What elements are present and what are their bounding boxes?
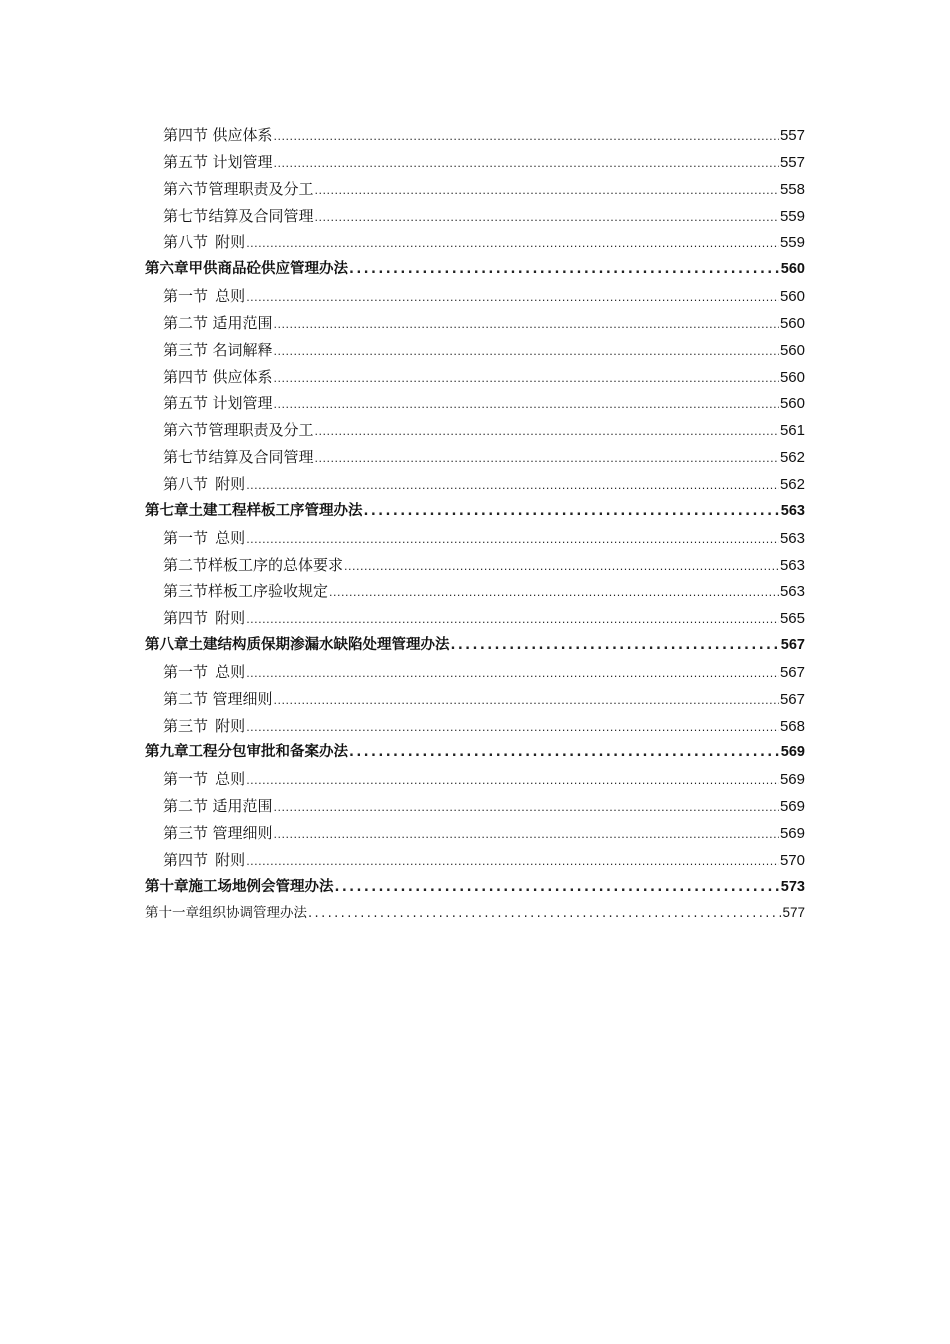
toc-dot-leader <box>364 499 780 526</box>
toc-dot-leader <box>329 580 779 607</box>
toc-entry-page-number: 562 <box>779 449 805 467</box>
toc-section-entry[interactable] <box>145 337 805 364</box>
toc-entry-number: 第十章 <box>145 878 189 895</box>
toc-dot-leader <box>274 795 779 822</box>
toc-entry-page-number: 568 <box>779 717 805 735</box>
toc-section-entry[interactable] <box>145 713 805 740</box>
toc-entry-page-number: 560 <box>779 314 805 332</box>
toc-entry-page-number: 559 <box>779 234 805 252</box>
toc-entry-number: 第一节 <box>163 770 209 789</box>
toc-entry-number: 第三节 <box>163 582 209 601</box>
toc-dot-leader <box>274 339 779 366</box>
toc-entry-page-number: 563 <box>779 583 805 601</box>
toc-entry-page-number: 573 <box>780 878 805 895</box>
toc-entry-title: 管理职责及分工 <box>208 179 314 198</box>
toc-entry-page-number: 558 <box>779 180 805 198</box>
toc-dot-leader <box>246 231 779 258</box>
toc-entry-title: 名词解释 <box>212 340 273 359</box>
toc-entry-page-number: 562 <box>779 475 805 493</box>
toc-entry-page-number: 557 <box>779 127 805 144</box>
toc-entry-title: 适用范围 <box>212 797 273 816</box>
toc-dot-leader <box>344 554 779 581</box>
toc-section-entry[interactable] <box>145 310 805 337</box>
toc-section-entry[interactable] <box>145 390 805 417</box>
toc-entry-title: 附则 <box>215 233 246 252</box>
toc-entry-title: 总则 <box>215 287 246 306</box>
toc-entry-title: 附则 <box>215 474 246 493</box>
toc-entry-title: 土建工程样板工序管理办法 <box>188 502 363 519</box>
toc-dot-leader <box>274 822 779 849</box>
toc-dot-leader <box>274 688 779 715</box>
toc-dot-leader <box>274 124 779 151</box>
toc-entry-page-number: 563 <box>779 556 805 574</box>
toc-section-entry[interactable] <box>145 203 805 230</box>
toc-entry-page-number: 569 <box>779 771 805 789</box>
toc-dot-leader <box>274 312 779 339</box>
toc-entry-page-number: 565 <box>779 610 805 628</box>
toc-entry-number: 第九章 <box>145 744 189 761</box>
toc-dot-leader <box>274 151 779 178</box>
toc-entry-title: 结算及合同管理 <box>208 448 314 467</box>
toc-entry-page-number: 561 <box>779 422 805 440</box>
toc-entry-page-number: 569 <box>779 798 805 816</box>
toc-entry-number: 第三节 <box>163 340 209 359</box>
toc-entry-title: 样板工序的总体要求 <box>208 555 344 574</box>
toc-entry-page-number: 560 <box>779 368 805 386</box>
toc-dot-leader <box>314 419 778 446</box>
toc-entry-page-number: 570 <box>779 851 805 869</box>
toc-entry-title: 甲供商品砼供应管理办法 <box>188 261 348 278</box>
toc-entry-page-number: 567 <box>779 690 805 708</box>
toc-section-entry[interactable] <box>145 444 805 471</box>
toc-section-entry[interactable] <box>145 229 805 256</box>
toc-entry-number: 第一节 <box>163 287 209 306</box>
toc-entry-page-number: 563 <box>779 529 805 547</box>
toc-chapter-entry[interactable] <box>145 874 805 901</box>
toc-section-entry[interactable] <box>145 552 805 579</box>
toc-section-entry[interactable] <box>145 176 805 203</box>
toc-dot-leader <box>349 740 780 767</box>
toc-dot-leader <box>308 901 781 928</box>
toc-dot-leader <box>246 768 779 795</box>
toc-entry-number: 第七章 <box>145 502 189 519</box>
toc-dot-leader <box>314 178 778 205</box>
toc-entry-page-number: 563 <box>780 502 805 519</box>
toc-entry-number: 第三节 <box>163 823 209 842</box>
toc-chapter-entry[interactable] <box>145 498 805 525</box>
toc-entry-title: 总则 <box>215 770 246 789</box>
toc-entry-title: 适用范围 <box>212 313 273 332</box>
toc-entry-number: 第二节 <box>163 797 209 816</box>
toc-section-entry[interactable] <box>145 820 805 847</box>
toc-entry-title: 附则 <box>215 716 246 735</box>
toc-entry-number: 第一节 <box>163 662 209 681</box>
toc-section-entry[interactable] <box>145 686 805 713</box>
toc-entry-page-number: 577 <box>782 905 805 921</box>
toc-entry-number: 第六节 <box>163 421 209 440</box>
toc-entry-number: 第二节 <box>163 555 209 574</box>
toc-entry-title: 总则 <box>215 528 246 547</box>
toc-section-entry[interactable] <box>145 471 805 498</box>
toc-entry-title: 附则 <box>215 850 246 869</box>
toc-entry-number: 第四节 <box>163 367 209 386</box>
toc-dot-leader <box>349 257 780 284</box>
toc-entry-title: 样板工序验收规定 <box>208 582 329 601</box>
toc-dot-leader <box>314 205 778 232</box>
toc-entry-number: 第十一章 <box>145 905 199 922</box>
toc-section-entry[interactable] <box>145 847 805 874</box>
toc-section-entry[interactable] <box>145 578 805 605</box>
toc-dot-leader <box>451 633 780 660</box>
toc-section-entry[interactable] <box>145 793 805 820</box>
table-of-contents <box>145 122 805 927</box>
toc-entry-number: 第三节 <box>163 716 209 735</box>
toc-dot-leader <box>246 473 779 500</box>
toc-chapter-entry[interactable] <box>145 632 805 659</box>
toc-dot-leader <box>246 285 779 312</box>
toc-entry-page-number: 569 <box>780 744 805 761</box>
toc-entry-number: 第七节 <box>163 448 209 467</box>
toc-dot-leader <box>314 446 778 473</box>
toc-section-entry[interactable] <box>145 525 805 552</box>
toc-entry-number: 第八节 <box>163 233 209 252</box>
toc-entry-title: 管理职责及分工 <box>208 421 314 440</box>
toc-entry-title: 结算及合同管理 <box>208 206 314 225</box>
toc-entry-page-number: 569 <box>779 824 805 842</box>
toc-entry-number: 第四节 <box>163 126 209 144</box>
toc-entry-number: 第七节 <box>163 206 209 225</box>
toc-entry-title: 供应体系 <box>212 126 273 144</box>
toc-section-entry[interactable] <box>145 283 805 310</box>
toc-entry-title: 管理细则 <box>212 823 273 842</box>
toc-entry-page-number: 567 <box>780 637 805 654</box>
toc-entry-number: 第六章 <box>145 261 189 278</box>
toc-section-entry[interactable] <box>145 605 805 632</box>
toc-entry-number: 第一节 <box>163 528 209 547</box>
toc-entry-title: 管理细则 <box>212 689 273 708</box>
toc-entry-number: 第八章 <box>145 637 189 654</box>
toc-entry-title: 总则 <box>215 662 246 681</box>
toc-entry-number: 第六节 <box>163 179 209 198</box>
toc-entry-page-number: 560 <box>779 288 805 306</box>
toc-entry-number: 第四节 <box>163 609 209 628</box>
toc-entry-title: 施工场地例会管理办法 <box>188 878 334 895</box>
toc-dot-leader <box>274 366 779 393</box>
toc-entry-number: 第五节 <box>163 152 209 171</box>
toc-chapter-entry[interactable] <box>145 739 805 766</box>
toc-chapter-entry[interactable] <box>145 900 805 927</box>
toc-section-entry[interactable] <box>145 364 805 391</box>
toc-entry-page-number: 567 <box>779 663 805 681</box>
toc-entry-page-number: 560 <box>779 341 805 359</box>
toc-section-entry[interactable] <box>145 766 805 793</box>
toc-dot-leader <box>246 607 779 634</box>
toc-dot-leader <box>246 661 779 688</box>
toc-entry-page-number: 560 <box>779 395 805 413</box>
toc-dot-leader <box>335 875 780 902</box>
toc-section-entry[interactable] <box>145 417 805 444</box>
toc-entry-page-number: 559 <box>779 207 805 225</box>
toc-entry-title: 供应体系 <box>212 367 273 386</box>
toc-entry-number: 第四节 <box>163 850 209 869</box>
toc-dot-leader <box>246 715 779 742</box>
toc-entry-title: 附则 <box>215 609 246 628</box>
toc-entry-title: 工程分包审批和备案办法 <box>188 744 348 761</box>
toc-entry-number: 第五节 <box>163 394 209 413</box>
toc-chapter-entry[interactable] <box>145 256 805 283</box>
toc-entry-number: 第八节 <box>163 474 209 493</box>
toc-entry-title: 计划管理 <box>212 394 273 413</box>
toc-dot-leader <box>246 849 779 876</box>
toc-entry-title: 计划管理 <box>212 152 273 171</box>
toc-dot-leader <box>246 527 779 554</box>
toc-entry-number: 第二节 <box>163 689 209 708</box>
toc-entry-page-number: 560 <box>780 261 805 278</box>
toc-entry-title: 土建结构质保期渗漏水缺陷处理管理办法 <box>188 637 450 654</box>
toc-entry-number: 第二节 <box>163 313 209 332</box>
toc-section-entry[interactable] <box>145 659 805 686</box>
toc-section-entry[interactable] <box>145 149 805 176</box>
toc-entry-title: 组织协调管理办法 <box>199 905 307 922</box>
toc-entry-page-number: 557 <box>779 153 805 171</box>
toc-section-entry[interactable] <box>145 122 805 149</box>
toc-dot-leader <box>274 392 779 419</box>
